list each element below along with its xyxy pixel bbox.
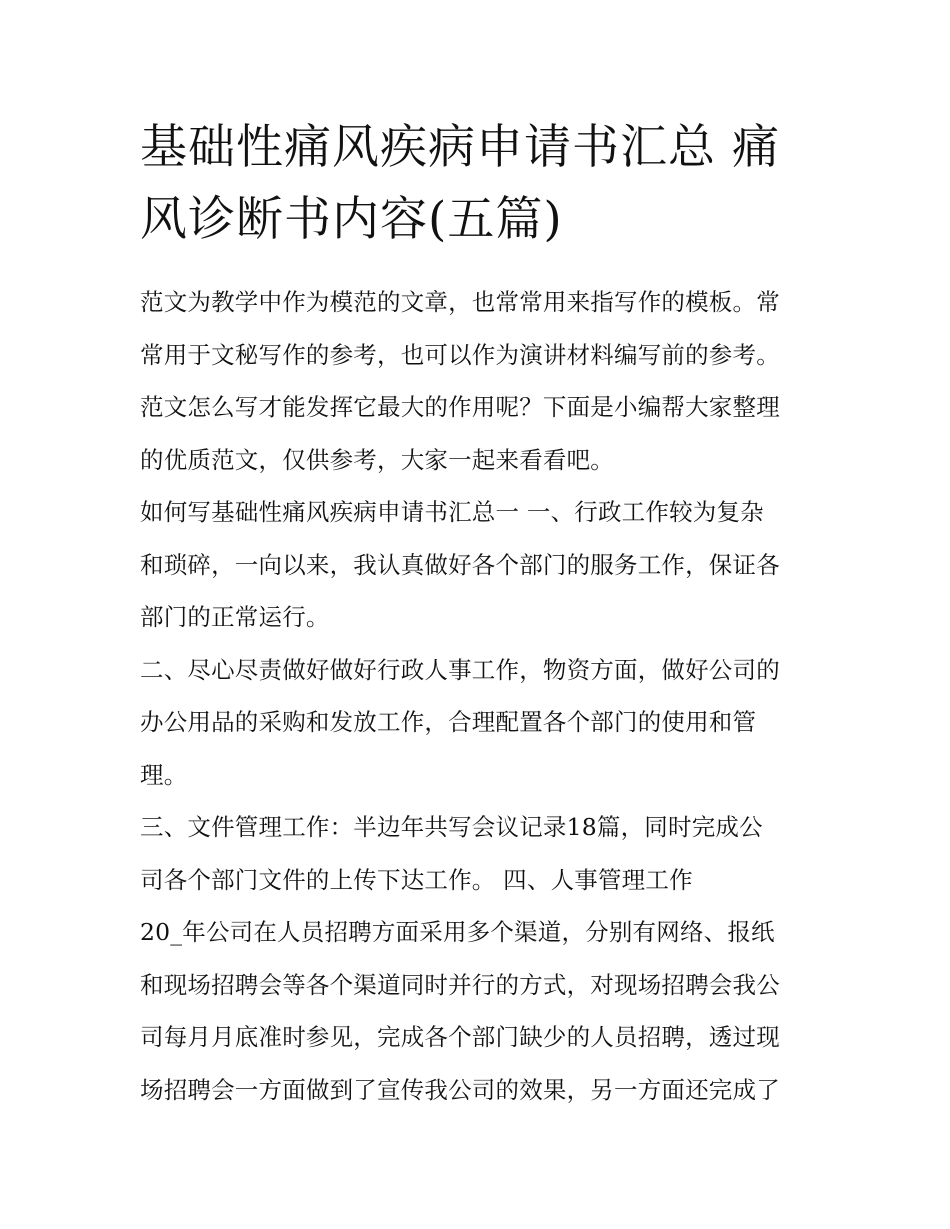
body-line: 三、文件管理工作：半边年共写会议记录18篇，同时完成公 xyxy=(140,813,763,841)
body-line: 范文为教学中作为模范的文章，也常常用来指写作的模板。常 xyxy=(140,288,780,316)
body-line: 场招聘会一方面做到了宣传我公司的效果，另一方面还完成了 xyxy=(140,1075,780,1104)
body-line: 司每月月底准时参见，完成各个部门缺少的人员招聘，透过现 xyxy=(140,1023,780,1051)
body-line: 二、尽心尽责做好做好行政人事工作，物资方面，做好公司的 xyxy=(140,655,780,684)
body-line: 理。 xyxy=(140,760,188,789)
title-line-2: 风诊断书内容(五篇) xyxy=(140,192,563,247)
body-line: 和琐碎，一向以来，我认真做好各个部门的服务工作，保证各 xyxy=(140,550,780,579)
body-line: 办公用品的采购和发放工作，合理配置各个部门的使用和管 xyxy=(140,708,757,736)
body-line: 部门的正常运行。 xyxy=(140,603,330,631)
body-line: 范文怎么写才能发挥它最大的作用呢？下面是小编帮大家整理 xyxy=(140,393,780,421)
body-line: 的优质范文，仅供参考，大家一起来看看吧。 xyxy=(140,445,614,474)
body-line: 20_年公司在人员招聘方面采用多个渠道，分别有网络、报纸 xyxy=(140,918,775,946)
document-body xyxy=(140,276,820,1116)
body-line: 和现场招聘会等各个渠道同时并行的方式，对现场招聘会我公 xyxy=(140,970,780,999)
document-title xyxy=(140,112,820,256)
body-line: 如何写基础性痛风疾病申请书汇总一 一、行政工作较为复杂 xyxy=(140,498,764,526)
body-line: 司各个部门文件的上传下达工作。 四、人事管理工作 xyxy=(140,865,693,894)
title-line-1: 基础性痛风疾病申请书汇总 痛 xyxy=(140,120,780,175)
body-line: 常用于文秘写作的参考，也可以作为演讲材料编写前的参考。 xyxy=(140,340,780,369)
